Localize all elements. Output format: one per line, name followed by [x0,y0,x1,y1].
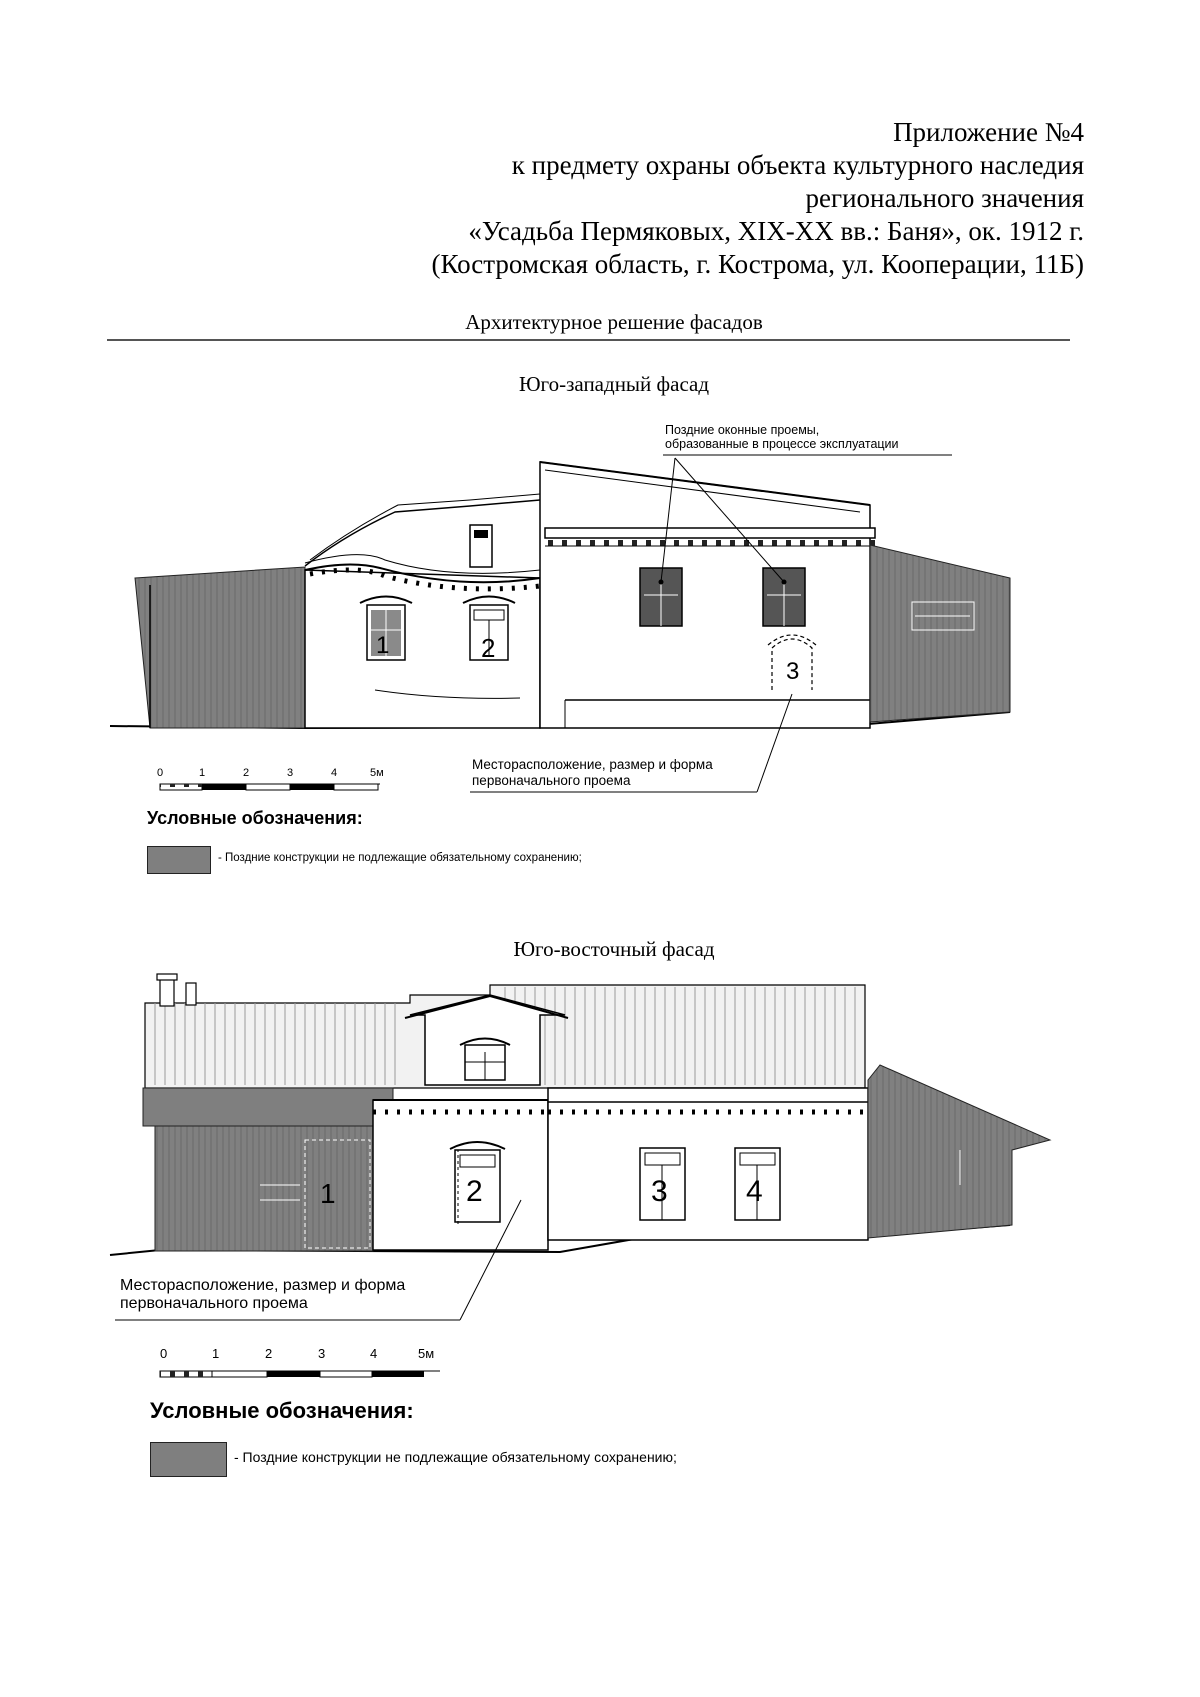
sw-note-late-windows-line1: Поздние оконные проемы, [665,423,820,437]
se-note-original-line1: Месторасположение, размер и форма [120,1277,406,1294]
se-legend-text: - Поздние конструкции не подлежащие обязательному сохранению; [234,1449,677,1465]
sw-scale-label-4: 4 [331,767,338,779]
se-scale-label-0: 0 [160,1346,168,1361]
header-line-5: (Костромская область, г. Кострома, ул. Кооперации, 11Б) [431,249,1084,279]
sw-window-label-2: 2 [481,633,496,663]
header-line-4: «Усадьба Пермяковых, XIX-XX вв.: Баня», ок. 1912 г. [468,216,1084,246]
se-scale-label-5: 5м [418,1346,435,1361]
se-scale-label-1: 1 [212,1346,220,1361]
se-old-block [373,1100,548,1250]
sw-window-label-1: 1 [376,632,390,659]
sw-note-late-windows-line2: образованные в процессе эксплуатации [665,437,899,452]
facade-se-title: Юго-восточный фасад [513,937,715,961]
se-note-original-opening [120,1277,405,1314]
header-line-2: к предмету охраны объекта культурного наследия [511,150,1084,180]
section-title: Архитектурное решение фасадов [465,310,763,334]
sw-window-label-3: 3 [786,658,800,685]
sw-scale-label-0: 0 [157,767,164,779]
se-window-label-1: 1 [320,1178,336,1209]
se-scale-bar [160,1371,440,1377]
se-late-left [143,1088,393,1251]
facade-sw-title: Юго-западный фасад [518,372,710,396]
sw-note-original-line2: первоначального проема [472,772,631,788]
header-line-1: Приложение №4 [893,117,1084,147]
se-scale-label-2: 2 [265,1346,273,1361]
se-window-label-2: 2 [466,1175,483,1208]
sw-scale-label-5: 5м [370,767,384,779]
sw-scale-label-1: 1 [199,767,206,779]
se-legend-swatch [150,1442,227,1477]
sw-note-original-line1: Месторасположение, размер и форма [472,757,713,772]
header-line-3: регионального значения [805,183,1084,213]
se-window-label-4: 4 [746,1175,763,1208]
se-scale-label-4: 4 [370,1346,378,1361]
se-legend-title: Условные обозначения: [150,1398,414,1423]
se-late-right [868,1065,1050,1238]
sw-legend-text: - Поздние конструкции не подлежащие обязательному сохранению; [218,852,582,864]
se-note-original-line2: первоначального проема [120,1295,308,1313]
se-scale-label-3: 3 [318,1346,326,1361]
se-window-label-3: 3 [651,1175,668,1208]
sw-scale-label-2: 2 [243,767,250,779]
sw-scale-label-3: 3 [287,767,294,779]
sw-legend-title: Условные обозначения: [147,808,363,828]
se-main-block [548,1088,868,1240]
